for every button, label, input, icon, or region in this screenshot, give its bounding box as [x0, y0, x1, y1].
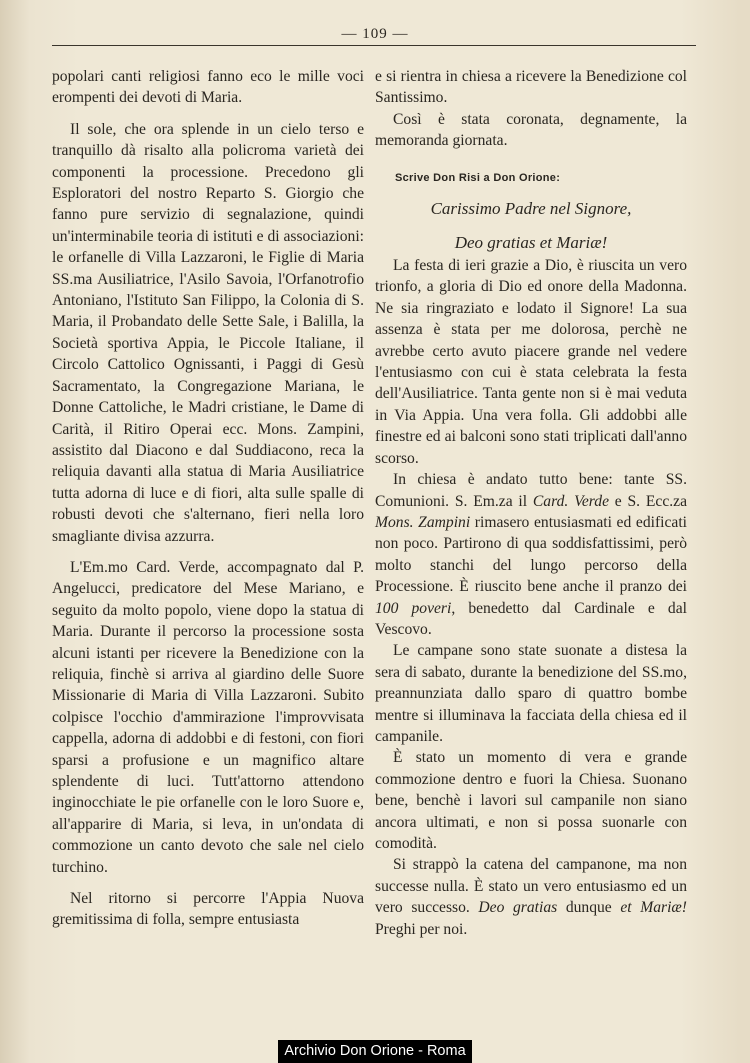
text-run: , benedetto dal Cardinale e dal Vescovo. — [375, 599, 687, 638]
left-column — [52, 66, 364, 931]
text-run-italic: 100 poveri — [375, 599, 452, 617]
text-run: dunque — [557, 899, 621, 917]
paragraph — [375, 854, 687, 940]
paragraph: Così è stata coronata, degnamente, la memoranda giornata. — [375, 110, 687, 150]
paragraph — [375, 469, 687, 640]
text-run-italic: Card. Verde — [532, 492, 609, 510]
text-run-italic: et Mariæ! — [620, 899, 687, 917]
text-run: Si strappò la catena del campanone, ma non successe nulla. È stato un vero entusiasmo ed un vero successo. — [375, 856, 687, 917]
text-run-italic: Deo gratias — [478, 899, 558, 917]
paragraph: L'Em.mo Card. Verde, accompagnato dal P. Angelucci, predicatore del Mese Mariano, e seguito da molto popolo, viene dopo la statua di Maria. Durante il percorso la processione sosta alcuni istanti per ricevere la Benedizione con la reliquia, finchè si arriva al giardino delle Suore Missionarie di Maria di Villa Lazzaroni. Subito colpisce l'occhio d'ammirazione l'improvvisata cappella, adorna di addobbi e di festoni, con fiori sparsi a profusione e un magnifico altare splendente di luci. Tutt'attorno attendono inginocchiate le pie orfanelle con le loro Suore e, all'apparire di Maria, si leva, in un'ondata di commozione un canto devoto che sale nel cielo turchino. — [52, 558, 364, 876]
paragraph: popolari canti religiosi fanno eco le mille voci erompenti dei devoti di Maria. — [52, 68, 364, 107]
right-column — [375, 66, 687, 940]
paragraph: È stato un momento di vera e grande commozione dentro e fuori la Chiesa. Suonano bene, benchè i lavori sul campanile non siano ancora ultimati, e non si possa suonarle con comodità. — [375, 749, 687, 852]
paragraph: Nel ritorno si percorre l'Appia Nuova gremitissima di folla, sempre entusiasta — [52, 890, 364, 929]
paragraph: Il sole, che ora splende in un cielo terso e tranquillo dà risalto alla policroma varietà dei componenti la processione. Precedono gli Esploratori del nostro Reparto S. Giorgio che fanno pure servizio di segnalazione, quindi un'interminabile teoria di istituti e di associazioni: le orfanelle di Villa Lazzaroni, le Figlie di Maria SS.ma Ausiliatrice, l'Asilo Savoia, l'Orfanotrofio Antoniano, l'Istituto San Filippo, la Colonia di S. Maria, il Probandato delle Sette Sale, i Balilla, la Società sportiva Appia, le Piccole Italiane, il Circolo Cattolico Ognissanti, i Paggi di Gesù Sacramentato, la Congregazione Mariana, le Donne Cattoliche, le Madri cristiane, le Dame di Carità, il Ritiro Operai ecc. Mons. Zampini, assistito dal Diacono e dal Suddiacono, reca la reliquia davanti alla statua di Maria Ausiliatrice tutta adorna di luce e di fiori, alta sulle spalle di robusti devoti che s'alternano, fieri nella loro smagliante divisa azzurra. — [52, 120, 365, 545]
header-rule — [52, 45, 696, 46]
text-run: Preghi per noi. — [375, 920, 468, 938]
archive-footer: Archivio Don Orione - Roma — [278, 1040, 472, 1063]
letter-greeting: Deo gratias et Mariæ! — [454, 233, 608, 253]
text-run: In chiesa è andato tutto bene: tante SS. Comunioni. S. Em.za il — [375, 471, 687, 510]
page-number: — 109 — — [341, 26, 409, 42]
text-run-italic: Mons. Zampini — [375, 513, 471, 531]
paragraph: La festa di ieri grazie a Dio, è riuscita un vero trionfo, a gloria di Dio ed onore della Madonna. Ne sia ringraziato e lodato il Signore! La sua assenza è stata per me dolorosa, perchè ne avrebbe certo avuto piacere grande nel vedere l'entusiasmo con cui è stata celebrata la festa dell'Ausiliatrice. Tanta gente non si è mai veduta in Via Appia. Una vera folla. Gli addobbi alle finestre ed ai balconi sono stati triplicati dall'anno scorso. — [375, 257, 687, 467]
letter-intro: Scrive Don Risi a Don Orione: — [395, 171, 561, 184]
letter-salutation: Carissimo Padre nel Signore, — [430, 199, 632, 219]
paragraph: e si rientra in chiesa a ricevere la Benedizione col Santissimo. — [375, 68, 687, 107]
text-run: e S. Ecc.za — [609, 492, 687, 510]
paragraph: Le campane sono state suonate a distesa la sera di sabato, durante la benedizione del SS.mo, preannunziata dallo sparo di quattro bombe mentre si illuminava la facciata della chiesa ed il campanile. — [375, 642, 687, 745]
text-run: rimasero entusiasmati ed edificati non poco. Partirono di qua soddisfattissimi, però molto stanchi del lungo percorso della Processione. È riuscito bene anche il pranzo dei — [375, 513, 687, 596]
